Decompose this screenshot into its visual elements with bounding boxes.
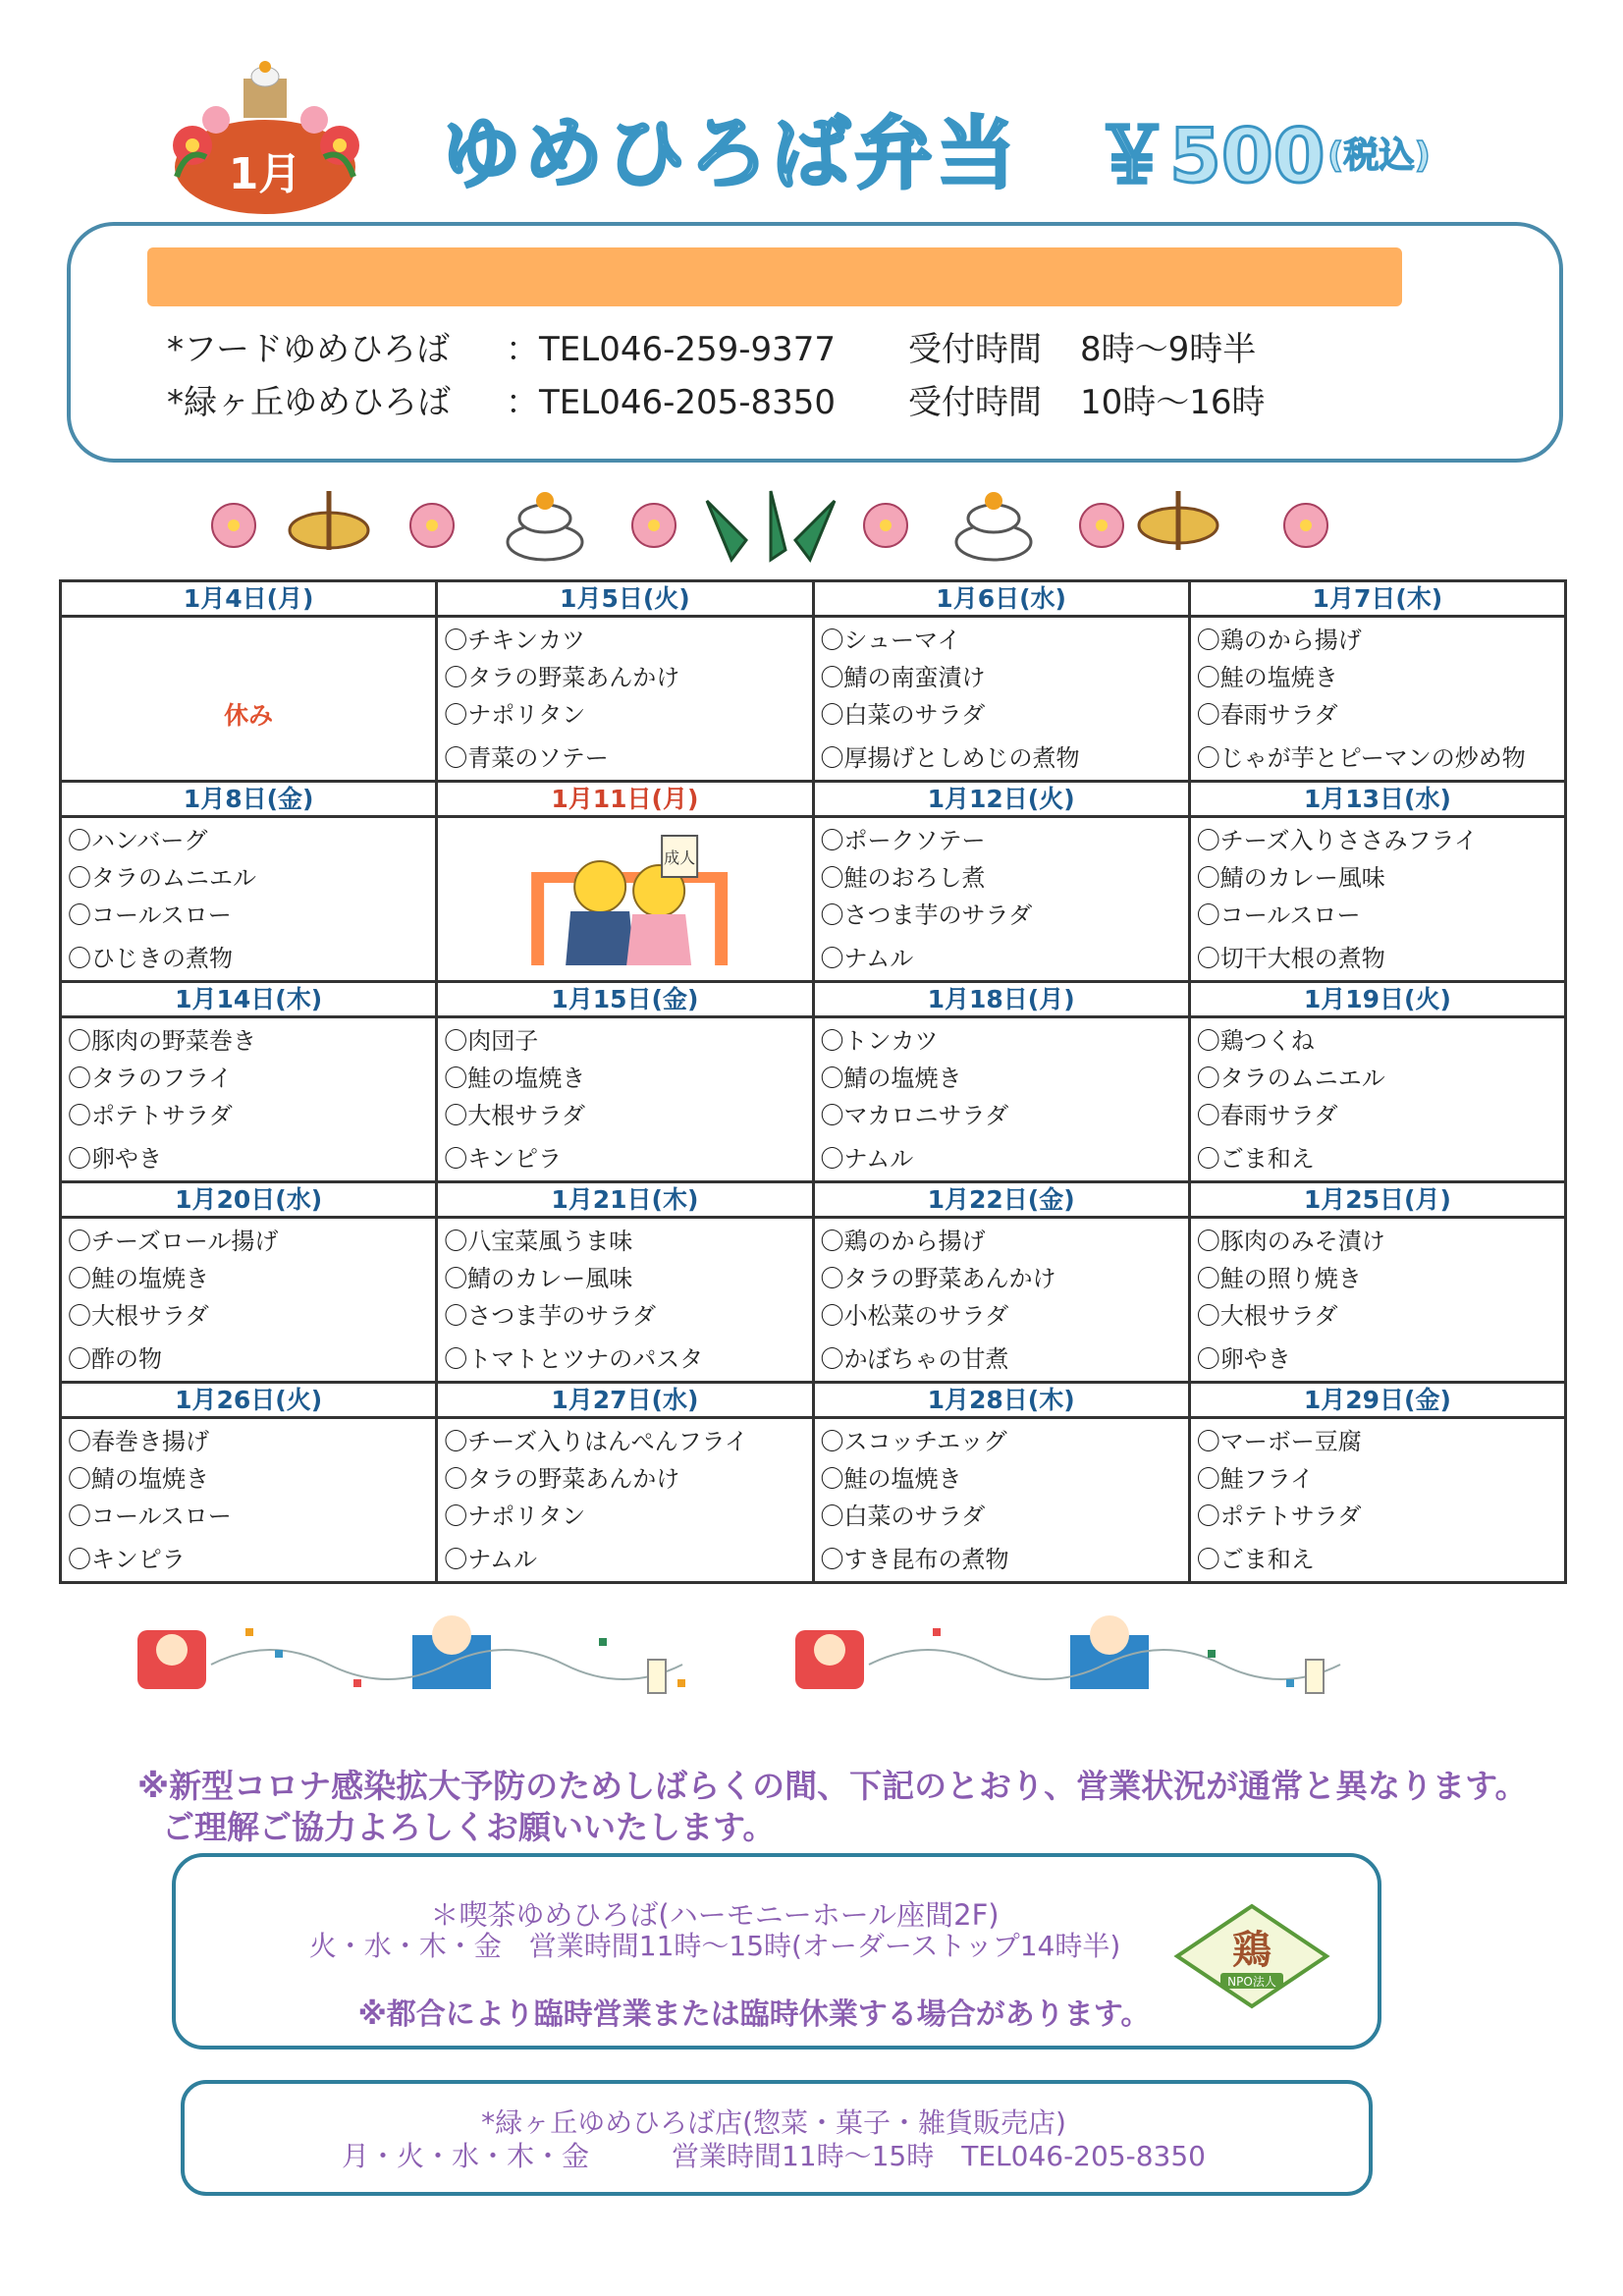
- menu-item: 〇鶏のから揚げ: [1196, 627, 1362, 654]
- menu-item-list: [1191, 1219, 1564, 1378]
- day-menu: [61, 817, 437, 982]
- contact-hours-label: 受付時間: [908, 330, 1042, 369]
- menu-item: 〇マカロニサラダ: [820, 1102, 1009, 1129]
- contact-name: *緑ヶ丘ゆめひろば: [167, 383, 451, 422]
- day-date: 1月20日(水): [61, 1182, 437, 1218]
- day-date: 1月11日(月): [437, 782, 813, 817]
- illustration-sign: 成人: [664, 848, 696, 867]
- menu-item-list: [815, 1419, 1188, 1578]
- menu-item: 〇鶏つくね: [1196, 1027, 1315, 1055]
- day-menu: [437, 617, 813, 782]
- day-date: 1月26日(火): [61, 1383, 437, 1418]
- day-date: 1月21日(木): [437, 1182, 813, 1218]
- menu-item: 〇タラの野菜あんかけ: [820, 1265, 1056, 1292]
- date-row: [61, 782, 1566, 817]
- day-date: 1月25日(月): [1189, 1182, 1565, 1218]
- menu-calendar: [59, 579, 1567, 1584]
- daruma-kite-icon: [137, 1630, 864, 1689]
- contact-hours-label: 受付時間: [908, 383, 1042, 422]
- menu-item-list: [1191, 1419, 1564, 1578]
- menu-item-list: [62, 1219, 435, 1378]
- day-menu: [1189, 817, 1565, 982]
- menu-item: 〇ひじきの煮物: [68, 945, 233, 972]
- new-year-decorations: [196, 481, 1375, 570]
- day-date: 1月5日(火): [437, 581, 813, 617]
- date-row: [61, 1383, 1566, 1418]
- menu-item: 〇鮭フライ: [1196, 1465, 1315, 1493]
- month-badge: [157, 59, 373, 216]
- date-row: [61, 982, 1566, 1017]
- menu-item: 〇ナムル: [444, 1546, 538, 1573]
- tax-note: (税込): [1327, 136, 1431, 176]
- menu-item: 〇キンピラ: [68, 1546, 186, 1573]
- yakko-kite-icon: [412, 1615, 1149, 1689]
- day-date: 1月14日(木): [61, 982, 437, 1017]
- menu-item-list: [815, 618, 1188, 777]
- day-menu: [437, 1017, 813, 1182]
- day-date: 1月22日(金): [813, 1182, 1189, 1218]
- menu-item: 〇タラのムニエル: [1196, 1065, 1385, 1092]
- cafe-title: ＊喫茶ゆめひろば(ハーモニーホール座間2F): [430, 1898, 1000, 1932]
- day-menu: [813, 1418, 1189, 1583]
- npo-logo: [1173, 1902, 1330, 2010]
- menu-item: 〇鮭のおろし煮: [820, 864, 986, 892]
- shop-hours: 月・火・水・木・金 営業時間11時～15時 TEL046-205-8350: [341, 2140, 1206, 2172]
- menu-row: [61, 1418, 1566, 1583]
- menu-item: 〇タラの野菜あんかけ: [444, 1465, 680, 1493]
- day-menu: [1189, 617, 1565, 782]
- menu-item: 〇トンカツ: [820, 1027, 939, 1055]
- menu-item: 〇鮭の塩焼き: [820, 1465, 962, 1493]
- covid-notice: ※新型コロナ感染拡大予防のためしばらくの間、下記のとおり、営業状況が通常と異なります。: [137, 1767, 1528, 1805]
- day-date: 1月27日(水): [437, 1383, 813, 1418]
- menu-item: 〇ナムル: [820, 1145, 914, 1173]
- menu-item: 〇すき昆布の煮物: [820, 1546, 1009, 1573]
- menu-row: [61, 1017, 1566, 1182]
- menu-item: 〇鯖のカレー風味: [444, 1265, 633, 1292]
- menu-item-list: [1191, 618, 1564, 777]
- menu-item: 〇マーボー豆腐: [1196, 1428, 1362, 1455]
- menu-item: 〇豚肉のみそ漬け: [1196, 1228, 1385, 1255]
- menu-item: 〇鯖の塩焼き: [820, 1065, 962, 1092]
- menu-item: 〇肉団子: [444, 1027, 539, 1055]
- menu-item: 〇青菜のソテー: [444, 744, 609, 772]
- day-menu: [61, 1218, 437, 1383]
- menu-item: 〇ハンバーグ: [68, 827, 208, 854]
- menu-item: 〇チーズ入りささみフライ: [1196, 827, 1478, 854]
- menu-item: 〇タラの野菜あんかけ: [444, 664, 680, 691]
- menu-item-list: [1191, 1018, 1564, 1177]
- menu-item: 〇トマトとツナのパスタ: [444, 1345, 704, 1373]
- menu-item: 〇ナムル: [820, 945, 914, 972]
- page-title: ゆめひろば弁当: [442, 108, 1019, 199]
- contact-food-yumehiroba: [167, 322, 1256, 370]
- day-date: 1月12日(火): [813, 782, 1189, 817]
- menu-item: 〇鶏のから揚げ: [820, 1228, 986, 1255]
- menu-item: 〇豚肉の野菜巻き: [68, 1027, 256, 1055]
- menu-item: 〇チーズロール揚げ: [68, 1228, 279, 1255]
- menu-item-list: [815, 1219, 1188, 1378]
- menu-item: 〇コールスロー: [68, 1503, 232, 1530]
- day-date: 1月28日(木): [813, 1383, 1189, 1418]
- day-menu: [1189, 1218, 1565, 1383]
- menu-item: 〇コールスロー: [68, 902, 232, 929]
- menu-item: 〇ごま和え: [1196, 1546, 1315, 1573]
- day-date: 1月8日(金): [61, 782, 437, 817]
- menu-item: 〇鮭の照り焼き: [1196, 1265, 1362, 1292]
- menu-item: 〇キンピラ: [444, 1145, 563, 1173]
- menu-item: 〇小松菜のサラダ: [820, 1302, 1009, 1330]
- day-date: 1月15日(金): [437, 982, 813, 1017]
- menu-item: 〇タラのムニエル: [68, 864, 256, 892]
- menu-item: 〇ナポリタン: [444, 1503, 586, 1530]
- day-menu: [437, 1418, 813, 1583]
- menu-item-list: [62, 818, 435, 977]
- menu-row: [61, 617, 1566, 782]
- menu-item: 〇白菜のサラダ: [820, 701, 986, 729]
- coming-of-age-illustration: [438, 818, 811, 975]
- menu-item-list: [438, 1219, 811, 1378]
- day-menu: [61, 1418, 437, 1583]
- menu-item: 〇コールスロー: [1196, 902, 1361, 929]
- menu-item: 〇卵やき: [68, 1145, 162, 1173]
- menu-item: 〇春雨サラダ: [1196, 701, 1338, 729]
- menu-item: 〇チーズ入りはんぺんフライ: [444, 1428, 748, 1455]
- menu-item-list: [438, 1419, 811, 1578]
- day-menu: [813, 817, 1189, 982]
- menu-item: 〇スコッチエッグ: [820, 1428, 1007, 1455]
- date-row: [61, 1182, 1566, 1218]
- cafe-note: ※都合により臨時営業または臨時休業する場合があります。: [357, 1997, 1151, 2032]
- menu-item: 〇卵やき: [1196, 1345, 1291, 1373]
- menu-item: 〇大根サラダ: [68, 1302, 209, 1330]
- day-menu: [61, 617, 437, 782]
- menu-item-list: [815, 818, 1188, 977]
- menu-item: 〇切干大根の煮物: [1196, 945, 1385, 972]
- menu-item: 〇さつま芋のサラダ: [820, 902, 1033, 929]
- price: ￥500: [1095, 112, 1325, 199]
- shop-title: *緑ヶ丘ゆめひろば店(惣菜・菓子・雑貨販売店): [481, 2106, 1066, 2139]
- month-badge-label: 1月: [228, 149, 302, 199]
- holiday-label: 休み: [224, 701, 274, 730]
- day-date: 1月7日(木): [1189, 581, 1565, 617]
- day-menu: [1189, 1017, 1565, 1182]
- menu-item: 〇ナポリタン: [444, 701, 586, 729]
- menu-row: [61, 817, 1566, 982]
- contact-tel: ：TEL046-205-8350: [506, 383, 837, 422]
- day-menu: [813, 617, 1189, 782]
- date-row: [61, 581, 1566, 617]
- kite-decorations: [128, 1611, 1365, 1719]
- day-date: 1月18日(月): [813, 982, 1189, 1017]
- day-date: 1月29日(金): [1189, 1383, 1565, 1418]
- menu-item: 〇鮭の塩焼き: [444, 1065, 586, 1092]
- menu-item: 〇大根サラダ: [444, 1102, 586, 1129]
- day-date: 1月13日(水): [1189, 782, 1565, 817]
- day-menu: [437, 1218, 813, 1383]
- contact-tel: ：TEL046-259-9377: [506, 330, 837, 369]
- npo-logo-subtext: NPO法人: [1227, 1975, 1276, 1989]
- menu-item: 〇鯖のカレー風味: [1196, 864, 1385, 892]
- npo-logo-text: 鶏: [1232, 1927, 1271, 1973]
- menu-item: 〇春巻き揚げ: [68, 1428, 209, 1455]
- menu-item-list: [62, 1018, 435, 1177]
- orange-stripe: [147, 247, 1402, 306]
- menu-item: 〇酢の物: [68, 1345, 162, 1373]
- contact-hours: 10時～16時: [1080, 383, 1266, 422]
- menu-item: 〇ごま和え: [1196, 1145, 1315, 1173]
- menu-item: 〇春雨サラダ: [1196, 1102, 1338, 1129]
- day-date: 1月4日(月): [61, 581, 437, 617]
- day-menu: [1189, 1418, 1565, 1583]
- menu-item: 〇鮭の塩焼き: [1196, 664, 1338, 691]
- kadomatsu-icon: [707, 491, 835, 560]
- menu-item: 〇さつま芋のサラダ: [444, 1302, 657, 1330]
- menu-item-list: [438, 1018, 811, 1177]
- menu-row: [61, 1218, 1566, 1383]
- menu-item: 〇じゃが芋とピーマンの炒め物: [1196, 744, 1526, 772]
- menu-item-list: [815, 1018, 1188, 1177]
- day-menu: [813, 1017, 1189, 1182]
- covid-notice-thanks: ご理解ご協力よろしくお願いいたします。: [162, 1808, 776, 1846]
- menu-item: 〇かぼちゃの甘煮: [820, 1345, 1009, 1373]
- menu-item-list: [1191, 818, 1564, 977]
- menu-item: 〇八宝菜風うま味: [444, 1228, 633, 1255]
- contact-midorigaoka-yumehiroba: [167, 375, 1266, 423]
- menu-item: 〇白菜のサラダ: [820, 1503, 986, 1530]
- menu-item-list: [62, 1419, 435, 1578]
- day-date: 1月6日(水): [813, 581, 1189, 617]
- menu-item: 〇鯖の塩焼き: [68, 1465, 209, 1493]
- menu-item: 〇ポークソテー: [820, 827, 986, 854]
- menu-item: 〇大根サラダ: [1196, 1302, 1338, 1330]
- day-date: 1月19日(火): [1189, 982, 1565, 1017]
- menu-item: 〇厚揚げとしめじの煮物: [820, 744, 1080, 772]
- menu-item-list: [438, 618, 811, 777]
- menu-item: 〇チキンカツ: [444, 627, 586, 654]
- contact-name: *フードゆめひろば: [167, 330, 450, 369]
- menu-item: 〇シューマイ: [820, 627, 961, 654]
- day-menu: [437, 817, 813, 982]
- menu-item: 〇鯖の南蛮漬け: [820, 664, 986, 691]
- menu-item: 〇鮭の塩焼き: [68, 1265, 209, 1292]
- menu-item: 〇タラのフライ: [68, 1065, 233, 1092]
- cafe-hours: 火・水・木・金 営業時間11時～15時(オーダーストップ14時半): [308, 1930, 1121, 1962]
- day-menu: [813, 1218, 1189, 1383]
- menu-item: 〇ポテトサラダ: [1196, 1503, 1362, 1530]
- contact-hours: 8時～9時半: [1080, 330, 1257, 369]
- menu-item: 〇ポテトサラダ: [68, 1102, 233, 1129]
- day-menu: [61, 1017, 437, 1182]
